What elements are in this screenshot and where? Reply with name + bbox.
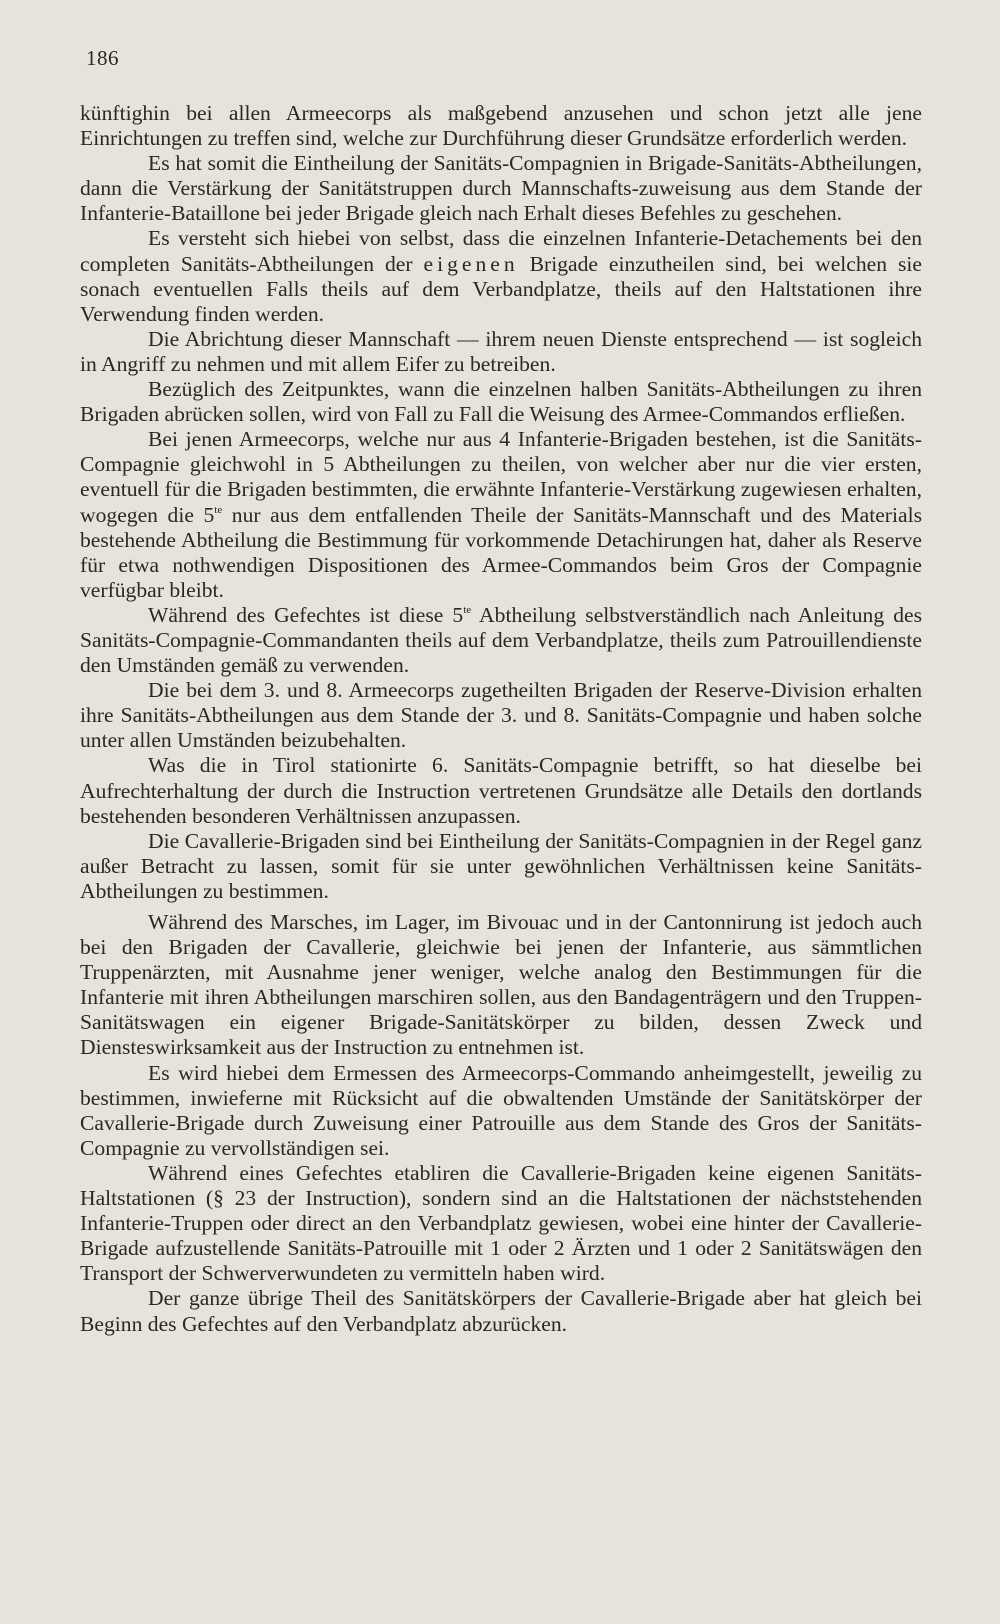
- paragraph-text: Bezüglich des Zeitpunktes, wann die einzelnen halben Sanitäts-Abtheilungen zu ihren Brigaden abrücken sollen, wird von Fall zu Fall die Weisung des Armee-Commandos erfließen.: [80, 377, 922, 427]
- body-text: [80, 101, 922, 1337]
- paragraph-text: Was die in Tirol stationirte 6. Sanitäts-Compagnie betrifft, so hat dieselbe bei Aufrechterhaltung der durch die Instruction vertretenen Grundsätze alle Details den dortlands bestehenden besonderen Verhältnissen anzupassen.: [80, 753, 922, 828]
- paragraph: [80, 1061, 922, 1161]
- paragraph-text: künftighin bei allen Armeecorps als maßgebend anzusehen und schon jetzt alle jene Einrichtungen zu treffen sind, welche zur Durchführung dieser Grundsätze erforderlich werden.: [80, 101, 922, 151]
- paragraph: [80, 678, 922, 753]
- paragraph-text: Es versteht sich hiebei von selbst, dass die einzelnen Infanterie-Detachements bei den completen Sanitäts-Abtheilungen der: [80, 226, 922, 276]
- paragraph-text: Es hat somit die Eintheilung der Sanitäts-Compagnien in Brigade-Sanitäts-Abtheilungen, dann die Verstärkung der Sanitätstruppen durch Mannschafts-zuweisung aus dem Stande der Infanterie-Bataillone bei jeder Brigade gleich nach Erhalt dieses Befehles zu geschehen.: [80, 151, 922, 226]
- paragraph-text: Während eines Gefechtes etabliren die Cavallerie-Brigaden keine eigenen Sanitäts-Haltstationen (§ 23 der Instruction), sondern sind an die Haltstationen der nächststehenden Infanterie-Truppen oder direct an den Verbandplatz gewiesen, wobei eine hinter der Cavallerie-Brigade aufzustellende Sanitäts-Patrouille mit 1 oder 2 Ärzten und 1 oder 2 Sanitätswägen den Transport der Schwerverwundeten zu vermitteln haben wird.: [80, 1160, 922, 1286]
- paragraph-text: Die Abrichtung dieser Mannschaft — ihrem neuen Dienste entsprechend — ist sogleich in Angriff zu nehmen und mit allem Eifer zu betreiben.: [80, 326, 922, 376]
- paragraph: [80, 427, 922, 603]
- paragraph: [80, 753, 922, 828]
- paragraph-text: Brigade einzutheilen sind, bei welchen sie sonach eventuellen Falls theils auf dem Verbandplatze, theils auf den Haltstationen ihre Verwendung finden werden.: [80, 251, 922, 326]
- ordinal-superscript: te: [463, 603, 472, 616]
- paragraph-text: Es wird hiebei dem Ermessen des Armeecorps-Commando anheimgestellt, jeweilig zu bestimmen, inwieferne mit Rücksicht auf die obwaltenden Umstände der Sanitätskörper der Cavallerie-Brigade durch Zuweisung einer Patrouille aus dem Stande des Gros der Sanitäts-Compagnie zu vervollständigen sei.: [80, 1060, 922, 1160]
- paragraph-text: Die bei dem 3. und 8. Armeecorps zugetheilten Brigaden der Reserve-Division erhalten ihre Sanitäts-Abtheilungen aus dem Stande der 3. und 8. Sanitäts-Compagnie und haben solche unter allen Umständen beizubehalten.: [80, 678, 922, 753]
- paragraph-text: Die Cavallerie-Brigaden sind bei Eintheilung der Sanitäts-Compagnien in der Regel ganz außer Betracht zu lassen, somit für sie unter gewöhnlichen Verhältnissen keine Sanitäts-Abtheilungen zu bestimmen.: [80, 828, 922, 903]
- paragraph: [80, 226, 922, 326]
- ordinal-superscript: te: [214, 503, 223, 516]
- paragraph-text: nur aus dem entfallenden Theile der Sanitäts-Mannschaft und des Materials bestehende Abtheilung die Bestimmung für vorkommende Detachirungen hat, daher als Reserve für etwa nothwendigen Dispositionen des Armee-Commandos beim Gros der Compagnie verfügbar bleibt.: [80, 502, 922, 602]
- paragraph: [80, 151, 922, 226]
- page-number: 186: [86, 46, 119, 70]
- paragraph: [80, 101, 922, 151]
- paragraph: [80, 910, 922, 1061]
- paragraph: [80, 1286, 922, 1336]
- paragraph-text: Während des Marsches, im Lager, im Bivouac und in der Cantonnirung ist jedoch auch bei den Brigaden der Cavallerie, gleichwie bei jenen der Infanterie, aus sämmtlichen Truppenärzten, mit Ausnahme jener weniger, welche analog den Bestimmungen für die Infanterie mit ihren Abtheilungen marschiren sollen, aus den Bandagenträgern und den Truppen-Sanitätswagen ein eigener Brigade-Sanitätskörper zu bilden, dessen Zweck und Diensteswirksamkeit aus der Instruction zu entnehmen ist.: [80, 910, 922, 1060]
- paragraph-text: Während des Gefechtes ist diese 5: [148, 602, 464, 627]
- paragraph-text: Abtheilung selbstverständlich nach Anleitung des Sanitäts-Compagnie-Commandanten theils auf dem Verbandplatze, theils zum Patrouillendienste den Umständen gemäß zu verwenden.: [80, 602, 922, 678]
- paragraph-text: Der ganze übrige Theil des Sanitätskörpers der Cavallerie-Brigade aber hat gleich bei Beginn des Gefechtes auf den Verbandplatz abzurücken.: [80, 1286, 922, 1336]
- paragraph: [80, 1161, 922, 1286]
- paragraph-text: Bei jenen Armeecorps, welche nur aus 4 Infanterie-Brigaden bestehen, ist die Sanitäts-Compagnie gleichwohl in 5 Abtheilungen zu theilen, von welcher aber nur die vier ersten, eventuell für die Brigaden bestimmten, die erwähnte Infanterie-Verstärkung zugewiesen erhalten, wogegen die 5: [80, 427, 922, 527]
- emphasized-word: eigenen: [423, 251, 519, 276]
- paragraph: [80, 377, 922, 427]
- paragraph: [80, 829, 922, 904]
- paragraph: [80, 603, 922, 678]
- paragraph: [80, 327, 922, 377]
